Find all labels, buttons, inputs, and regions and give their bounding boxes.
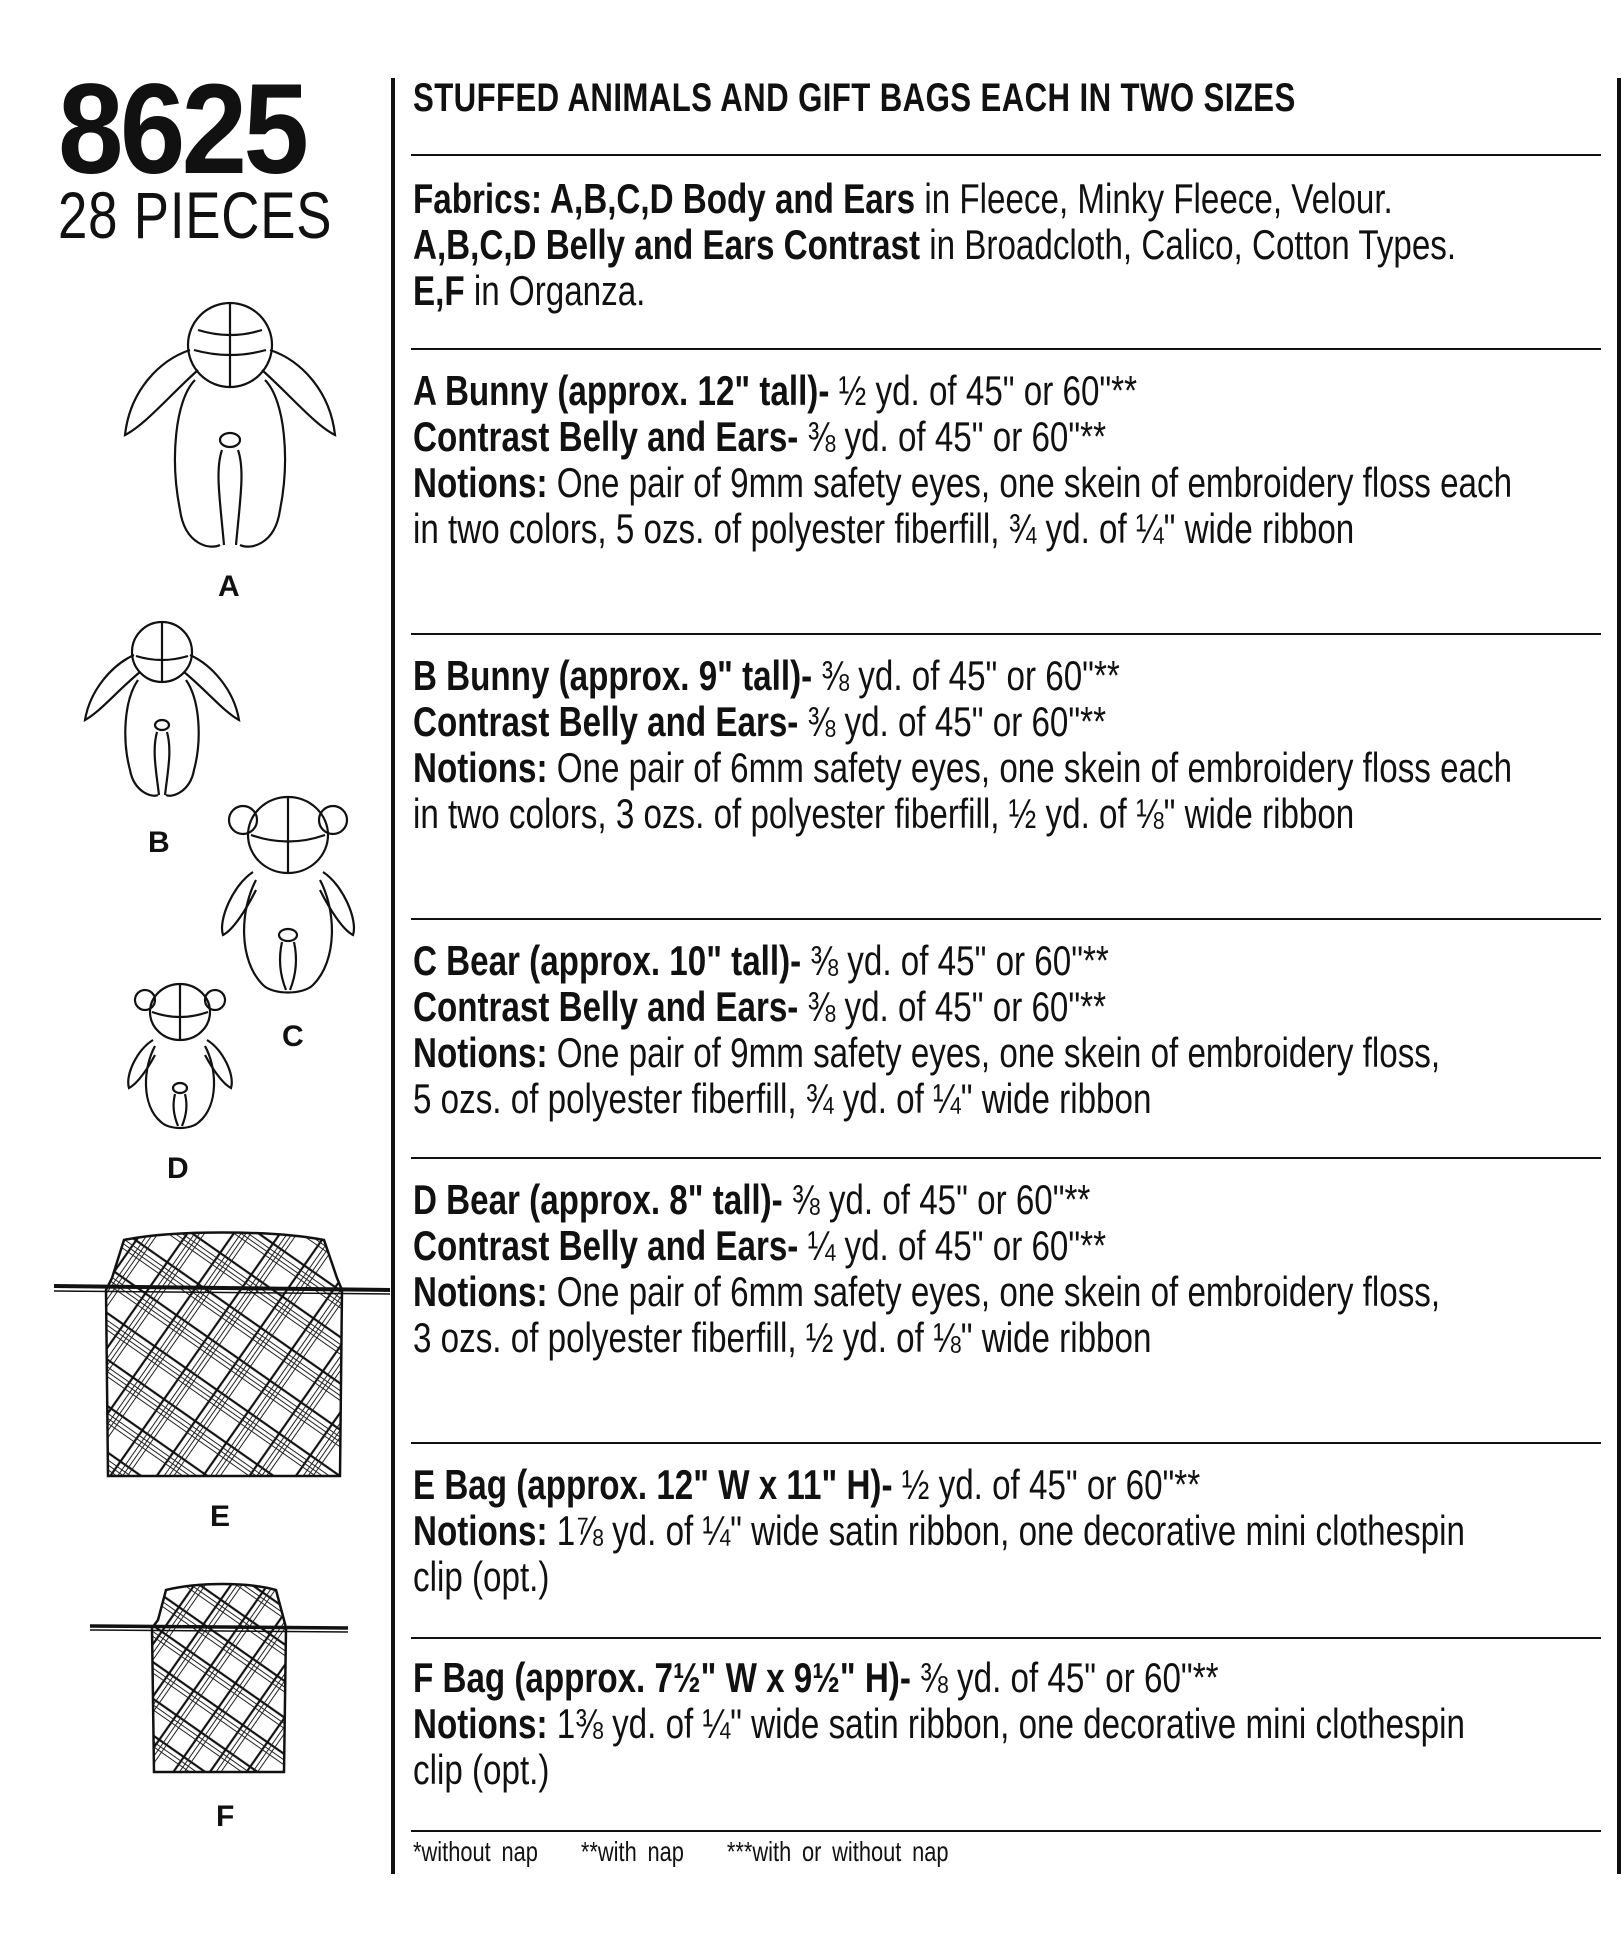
nap-legend [413,1836,949,1868]
view-b-section [413,653,1512,837]
bunny-b-illustration [82,620,242,810]
divider [411,348,1601,350]
view-heading: B Bunny (approx. 9" tall)- [413,652,813,699]
bag-e-illustration [52,1228,392,1490]
view-amount: ⅜ yd. of 45" or 60"** [910,1654,1219,1701]
view-c-section [413,938,1440,1122]
view-amount: ½ yd. of 45" or 60"** [829,367,1138,414]
contrast-amount: ⅜ yd. of 45" or 60"** [798,413,1106,460]
view-amount: ⅜ yd. of 45" or 60"** [782,1176,1091,1223]
notions-label: Notions: [413,1268,548,1315]
contrast-label: Contrast Belly and Ears- [413,983,799,1030]
divider [411,918,1601,920]
fabrics-text-2: in Broadcloth, Calico, Cotton Types. [920,221,1457,268]
notions-label: Notions: [413,1700,548,1747]
divider [411,1637,1601,1639]
figure-label-d: D [167,1152,189,1185]
contrast-label: Contrast Belly and Ears- [413,698,799,745]
notions-text: One pair of 9mm safety eyes, one skein of embroidery floss each [547,459,1513,506]
view-e-section [413,1462,1465,1600]
pattern-number: 8625 [58,58,306,201]
view-amount: ⅜ yd. of 45" or 60"** [801,937,1109,984]
notions-text: clip (opt.) [413,1553,550,1600]
view-heading: E Bag (approx. 12" W x 11" H)- [413,1461,893,1508]
fabrics-label-1: Fabrics: A,B,C,D Body and Ears [413,175,916,222]
notions-text: 3 ozs. of polyester fiberfill, ½ yd. of ⅛" wide ribbon [413,1314,1152,1361]
figure-label-c: C [282,1020,304,1053]
view-heading: A Bunny (approx. 12" tall)- [413,367,830,414]
notions-label: Notions: [413,459,548,506]
figure-label-b: B [148,826,170,859]
pieces-count: 28 PIECES [58,178,333,252]
divider [411,1442,1601,1444]
legend-with-nap: **with nap [580,1836,684,1867]
notions-text: One pair of 6mm safety eyes, one skein of embroidery floss each [547,744,1513,791]
notions-text: in two colors, 3 ozs. of polyester fiberfill, ½ yd. of ⅛" wide ribbon [413,790,1355,837]
view-f-section [413,1655,1465,1793]
bear-d-illustration [125,980,235,1130]
notions-text: 1⅞ yd. of ¼" wide satin ribbon, one decorative mini clothespin [547,1507,1465,1554]
column-divider [391,78,395,1874]
divider [411,1830,1601,1832]
notions-text: 1⅜ yd. of ¼" wide satin ribbon, one decorative mini clothespin [547,1700,1465,1747]
divider [411,633,1601,635]
right-border [1617,78,1621,1874]
fabrics-label-2: A,B,C,D Belly and Ears Contrast [413,221,921,268]
figure-label-e: E [210,1500,231,1533]
notions-text: clip (opt.) [413,1746,550,1793]
legend-with-or-without-nap: ***with or without nap [726,1836,949,1867]
contrast-amount: ¼ yd. of 45" or 60"** [798,1222,1106,1269]
view-amount: ½ yd. of 45" or 60"** [892,1461,1201,1508]
page-title: STUFFED ANIMALS AND GIFT BAGS EACH IN TWO SIZES [413,76,1296,120]
divider [411,154,1601,156]
view-heading: F Bag (approx. 7½" W x 9½" H)- [413,1654,911,1701]
contrast-amount: ⅜ yd. of 45" or 60"** [798,983,1106,1030]
fabrics-text-1: in Fleece, Minky Fleece, Velour. [915,175,1393,222]
contrast-label: Contrast Belly and Ears- [413,1222,799,1269]
notions-label: Notions: [413,1507,548,1554]
view-heading: D Bear (approx. 8" tall)- [413,1176,783,1223]
notions-text: One pair of 6mm safety eyes, one skein of embroidery floss, [547,1268,1441,1315]
notions-text: 5 ozs. of polyester fiberfill, ¾ yd. of ¼" wide ribbon [413,1075,1152,1122]
legend-without-nap: *without nap [413,1836,538,1867]
notions-label: Notions: [413,1029,548,1076]
view-heading: C Bear (approx. 10" tall)- [413,937,802,984]
notions-text: in two colors, 5 ozs. of polyester fiberfill, ¾ yd. of ¼" wide ribbon [413,505,1355,552]
fabrics-label-3: E,F [413,267,465,314]
fabrics-section [413,176,1456,314]
contrast-label: Contrast Belly and Ears- [413,413,799,460]
notions-text: One pair of 9mm safety eyes, one skein of embroidery floss, [547,1029,1441,1076]
figure-label-a: A [218,570,240,603]
bag-f-illustration [88,1580,350,1785]
divider [411,1157,1601,1159]
bunny-a-illustration [120,300,340,560]
view-a-section [413,368,1512,552]
view-amount: ⅜ yd. of 45" or 60"** [812,652,1120,699]
bear-c-illustration [218,790,358,995]
fabrics-text-3: in Organza. [464,267,646,314]
view-d-section [413,1177,1440,1361]
figure-label-f: F [216,1800,235,1833]
contrast-amount: ⅜ yd. of 45" or 60"** [798,698,1106,745]
notions-label: Notions: [413,744,548,791]
